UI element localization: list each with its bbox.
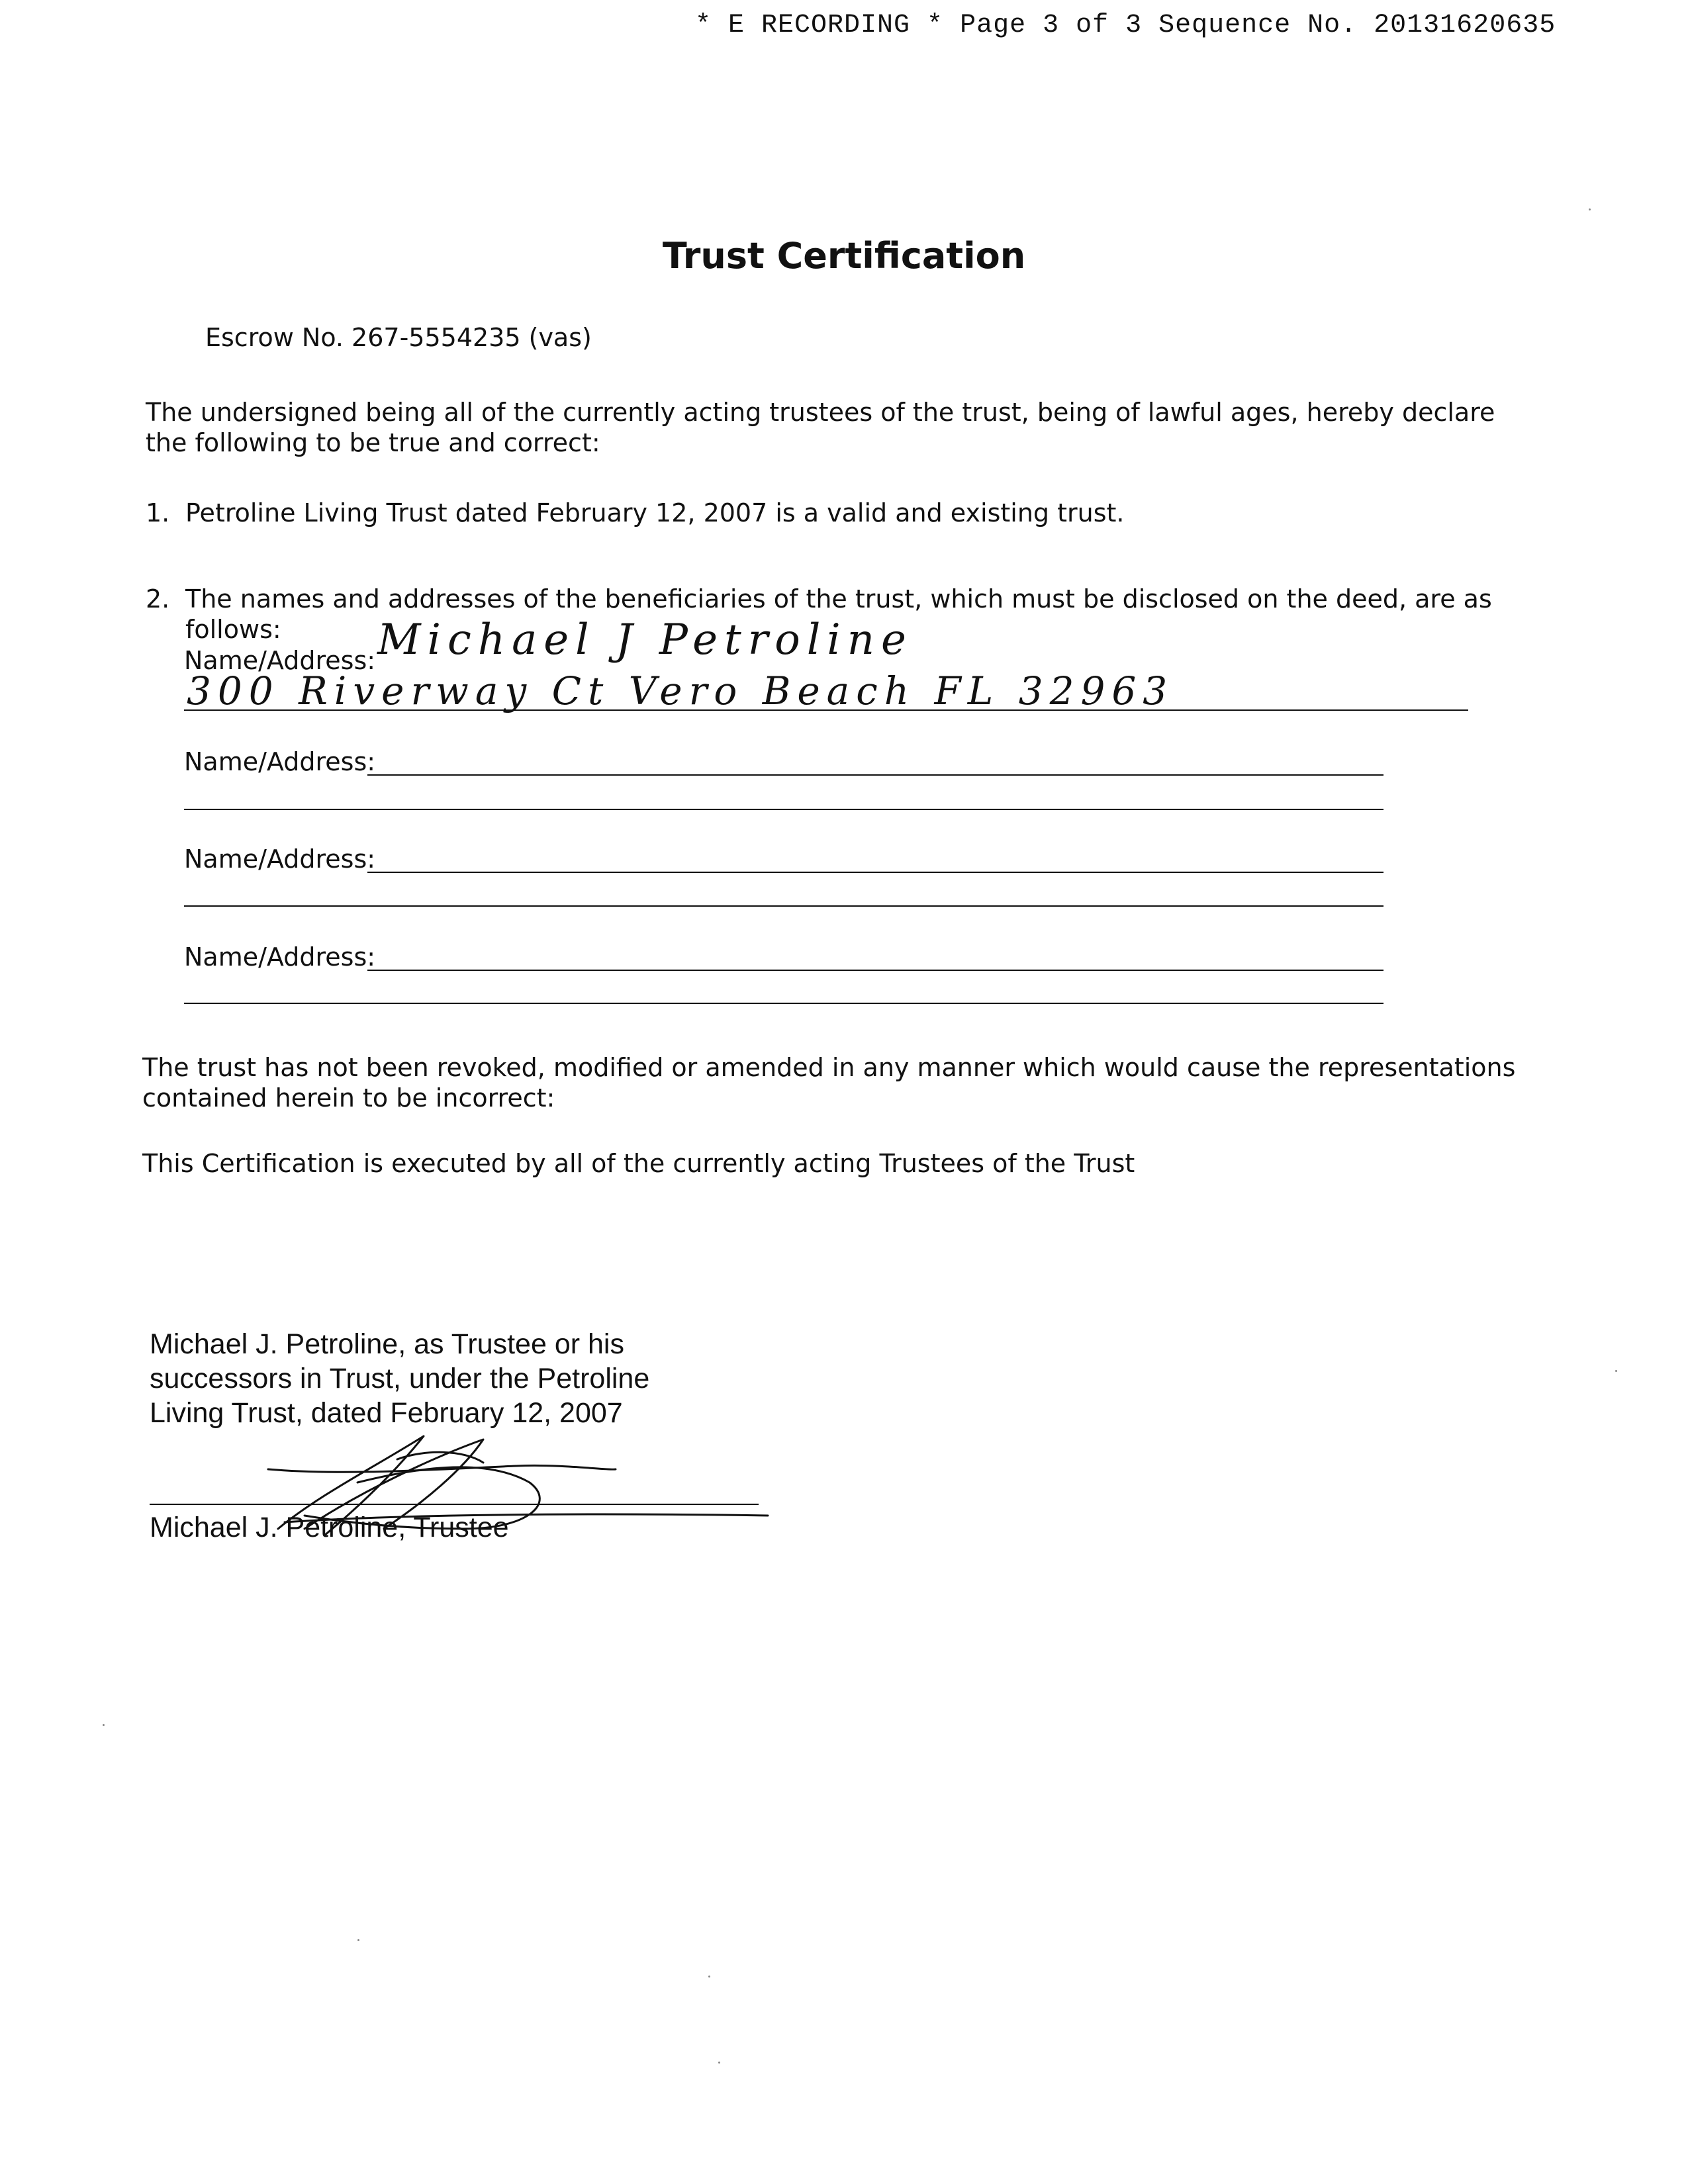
list-text: The names and addresses of the beneficiaries of the trust, which must be disclosed on the deed, are as follows: bbox=[185, 584, 1492, 644]
handwritten-name: Michael J Petroline bbox=[377, 615, 913, 664]
signature-caption-line-2: successors in Trust, under the Petroline bbox=[150, 1363, 650, 1394]
name-address-line bbox=[367, 872, 1383, 873]
scan-speck bbox=[1589, 208, 1591, 210]
name-address-row-4 bbox=[184, 942, 375, 972]
list-text: Petroline Living Trust dated February 12, 2007 is a valid and existing trust. bbox=[185, 498, 1125, 527]
signature-block bbox=[150, 1327, 649, 1430]
handwritten-address: 300 Riverway Ct Vero Beach FL 32963 bbox=[187, 668, 1174, 713]
signer-name: Michael J. Petroline, Trustee bbox=[150, 1512, 509, 1543]
scan-speck bbox=[1615, 1370, 1617, 1372]
name-address-line bbox=[367, 970, 1383, 971]
scan-speck bbox=[357, 1939, 359, 1941]
executed-statement: This Certification is executed by all of the currently acting Trustees of the Trust bbox=[142, 1149, 1135, 1178]
address-line bbox=[184, 1003, 1383, 1004]
name-address-row-3 bbox=[184, 844, 375, 874]
name-address-label: Name/Address: bbox=[184, 747, 376, 776]
name-address-label: Name/Address: bbox=[184, 646, 376, 675]
name-address-label: Name/Address: bbox=[184, 942, 376, 972]
name-address-label: Name/Address: bbox=[184, 844, 376, 874]
address-line bbox=[184, 809, 1383, 810]
list-number: 1. bbox=[146, 498, 170, 527]
not-revoked-paragraph: The trust has not been revoked, modified or amended in any manner which would cause the representations contained herein to be incorrect: bbox=[142, 1053, 1516, 1113]
intro-paragraph: The undersigned being all of the currently acting trustees of the trust, being of lawful ages, hereby declare the following to be true and correct: bbox=[146, 398, 1495, 457]
scan-speck bbox=[718, 2062, 720, 2064]
address-line bbox=[184, 709, 1468, 711]
scan-speck bbox=[708, 1976, 710, 1978]
document-title: Trust Certification bbox=[662, 235, 1026, 277]
scan-speck bbox=[103, 1724, 105, 1726]
list-number: 2. bbox=[146, 584, 170, 614]
address-line bbox=[184, 905, 1383, 907]
signature-caption-line-3: Living Trust, dated February 12, 2007 bbox=[150, 1397, 623, 1429]
name-address-line bbox=[367, 774, 1383, 776]
escrow-number: Escrow No. 267-5554235 (vas) bbox=[205, 323, 592, 352]
recording-header: * E RECORDING * Page 3 of 3 Sequence No. 20131620635 bbox=[695, 11, 1556, 40]
signature-caption-line-1: Michael J. Petroline, as Trustee or his bbox=[150, 1328, 624, 1360]
name-address-row-2 bbox=[184, 747, 375, 777]
